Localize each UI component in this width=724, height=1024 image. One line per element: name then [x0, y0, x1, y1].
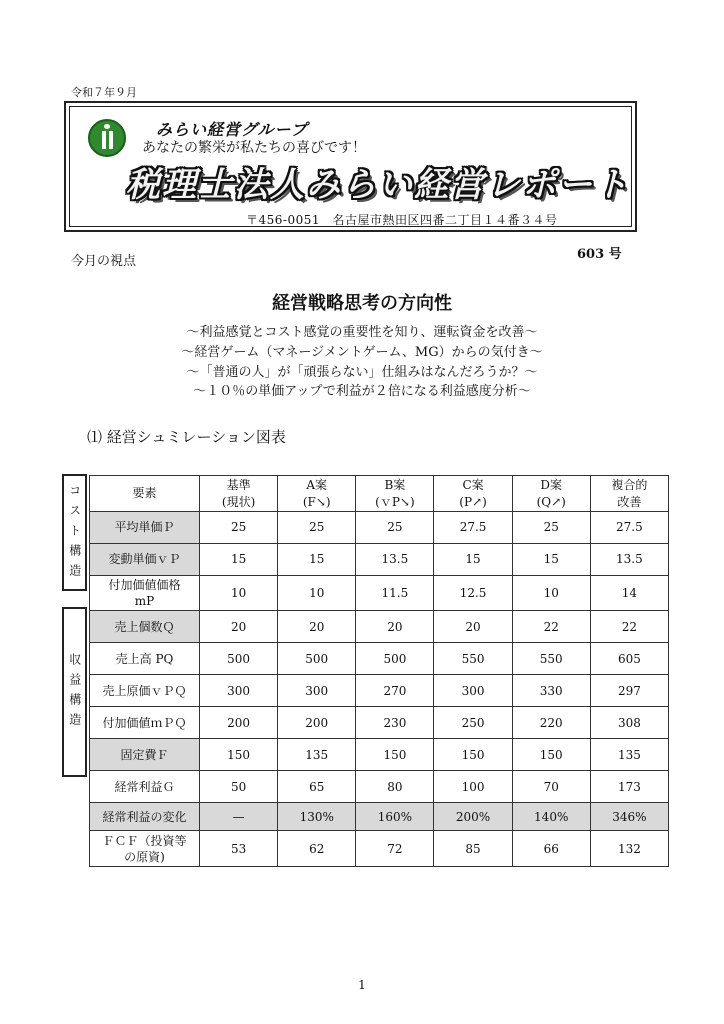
table-row	[90, 675, 669, 707]
row-label: 経常利益の変化	[90, 803, 200, 831]
article-subtitle: ～１０％の単価アップで利益が２倍になる利益感度分析～	[193, 384, 531, 399]
header-cell: 複合的 改善	[590, 476, 668, 512]
report-banner	[64, 101, 637, 232]
table-cell: 132	[590, 831, 668, 867]
table-cell: 80	[356, 771, 434, 803]
table-cell: 15	[278, 544, 356, 576]
table-row	[90, 771, 669, 803]
row-label: 変動単価ｖＰ	[90, 544, 200, 576]
table-cell: 500	[278, 643, 356, 675]
table-cell: 10	[278, 576, 356, 611]
table-cell: 550	[434, 643, 512, 675]
table-cell: 62	[278, 831, 356, 867]
address: 〒456-0051 名古屋市熱田区四番二丁目１４番３４号	[246, 213, 558, 227]
table-cell: 50	[200, 771, 278, 803]
article-title: 経営戦略思考の方向性	[272, 293, 452, 314]
row-label: 売上原価ｖＰＱ	[90, 675, 200, 707]
table-cell: 20	[356, 611, 434, 643]
article-subtitle: ～利益感覚とコスト感覚の重要性を知り、運転資金を改善～	[186, 325, 538, 340]
table-cell: 130%	[278, 803, 356, 831]
table-cell: 65	[278, 771, 356, 803]
table-cell: 15	[434, 544, 512, 576]
row-label: 経常利益Ｇ	[90, 771, 200, 803]
report-title: 税理士法人みらい経営レポート	[126, 165, 630, 205]
cost-structure-label: コスト構造	[62, 474, 87, 591]
article-subtitle: ～経営ゲーム（マネージメントゲーム、MG）からの気付き～	[181, 345, 543, 360]
table-cell: 10	[512, 576, 590, 611]
table-cell: 25	[356, 512, 434, 544]
table-cell: 140%	[512, 803, 590, 831]
table-cell: 15	[512, 544, 590, 576]
row-label: 売上高 PQ	[90, 643, 200, 675]
mirai-logo-icon	[88, 119, 126, 157]
table-cell: 250	[434, 707, 512, 739]
table-row	[90, 576, 669, 611]
table-cell: 12.5	[434, 576, 512, 611]
table-cell: 200%	[434, 803, 512, 831]
table-cell: 173	[590, 771, 668, 803]
table-cell: 25	[278, 512, 356, 544]
table-cell: 550	[512, 643, 590, 675]
table-cell: 605	[590, 643, 668, 675]
table-cell: 500	[356, 643, 434, 675]
table-cell: 300	[278, 675, 356, 707]
profit-structure-label: 収益構造	[62, 607, 87, 777]
table-row	[90, 611, 669, 643]
simulation-table	[89, 475, 669, 867]
table-cell: 500	[200, 643, 278, 675]
table-cell: 150	[200, 739, 278, 771]
row-label: ＦＣＦ（投資等 の原資)	[90, 831, 200, 867]
row-label: 付加価値ｍＰＱ	[90, 707, 200, 739]
table-cell: 27.5	[434, 512, 512, 544]
table-cell: 11.5	[356, 576, 434, 611]
table-row	[90, 739, 669, 771]
table-cell: 150	[512, 739, 590, 771]
header-cell: 基準 (現状)	[200, 476, 278, 512]
table-cell: —	[200, 803, 278, 831]
table-cell: 66	[512, 831, 590, 867]
table-row	[90, 803, 669, 831]
table-cell: 200	[278, 707, 356, 739]
table-cell: 20	[200, 611, 278, 643]
table-cell: 20	[434, 611, 512, 643]
perspective-label: 今月の視点	[71, 254, 137, 269]
table-cell: 22	[590, 611, 668, 643]
table-cell: 20	[278, 611, 356, 643]
table-header-row	[90, 476, 669, 512]
row-label: 売上個数Ｑ	[90, 611, 200, 643]
table-cell: 150	[356, 739, 434, 771]
table-cell: 308	[590, 707, 668, 739]
table-row	[90, 643, 669, 675]
article-subtitle: ～「普通の人」が「頑張らない」仕組みはなんだろうか？～	[186, 365, 538, 380]
table-cell: 160%	[356, 803, 434, 831]
table-cell: 27.5	[590, 512, 668, 544]
table-cell: 85	[434, 831, 512, 867]
table-cell: 100	[434, 771, 512, 803]
table-cell: 200	[200, 707, 278, 739]
table-cell: 10	[200, 576, 278, 611]
tagline: あなたの繁栄が私たちの喜びです！	[142, 140, 366, 156]
table-cell: 230	[356, 707, 434, 739]
table-cell: 220	[512, 707, 590, 739]
table-cell: 300	[200, 675, 278, 707]
header-cell: D案 (Q↗)	[512, 476, 590, 512]
header-cell: C案 (P↗)	[434, 476, 512, 512]
table-cell: 15	[200, 544, 278, 576]
table-cell: 22	[512, 611, 590, 643]
table-cell: 150	[434, 739, 512, 771]
table-cell: 25	[200, 512, 278, 544]
table-cell: 330	[512, 675, 590, 707]
table-cell: 53	[200, 831, 278, 867]
table-cell: 13.5	[590, 544, 668, 576]
table-cell: 13.5	[356, 544, 434, 576]
section-heading: ⑴ 経営シュミレーション図表	[87, 428, 286, 446]
page-number: 1	[358, 978, 366, 992]
issue-date: 令和７年９月	[71, 86, 137, 99]
table-cell: 135	[590, 739, 668, 771]
header-cell: 要素	[90, 476, 200, 512]
table-cell: 135	[278, 739, 356, 771]
table-cell: 346%	[590, 803, 668, 831]
header-cell: B案 (ｖP↘)	[356, 476, 434, 512]
group-name: みらい経営グループ	[156, 120, 308, 139]
table-cell: 25	[512, 512, 590, 544]
issue-number: 603 号	[577, 247, 622, 262]
table-row	[90, 544, 669, 576]
table-row	[90, 512, 669, 544]
table-row	[90, 831, 669, 867]
table-cell: 72	[356, 831, 434, 867]
table-cell: 297	[590, 675, 668, 707]
table-cell: 270	[356, 675, 434, 707]
table-cell: 70	[512, 771, 590, 803]
table-cell: 300	[434, 675, 512, 707]
row-label: 平均単価Ｐ	[90, 512, 200, 544]
header-cell: A案 (F↘)	[278, 476, 356, 512]
row-label: 固定費Ｆ	[90, 739, 200, 771]
row-label: 付加価値価格 mP	[90, 576, 200, 611]
table-cell: 14	[590, 576, 668, 611]
table-row	[90, 707, 669, 739]
